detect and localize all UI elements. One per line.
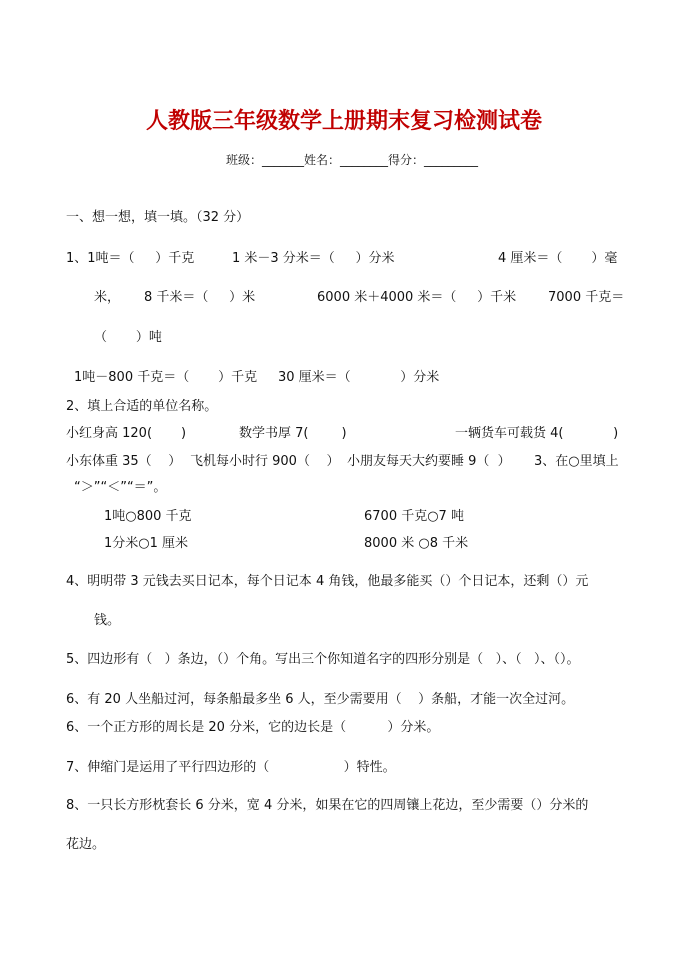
q1-item-4: 8 千米＝（ ）米 — [144, 290, 256, 305]
exam-title: 人教版三年级数学上册期末复习检测试卷 — [145, 108, 542, 134]
q5-line: 5、四边形有（ ）条边，（）个角。写出三个你知道名字的四形分别是（ ）、（ ）、（）。 — [66, 652, 580, 667]
q1-item-7: 1吨－800 千克＝（ ）千克 — [74, 370, 258, 385]
q1-item-6: 7000 千克＝ — [548, 290, 625, 305]
q3-heading: 3、在○里填上 — [534, 454, 619, 469]
q2-item-book: 数学书厚 7( ) — [239, 426, 347, 441]
q1-item-8: 30 厘米＝（ ）分米 — [278, 370, 440, 385]
q6-line-1: 6、有 20 人坐船过河，每条船最多坐 6 人，至少需要用（ ）条船，才能一次全过河。 — [66, 692, 575, 707]
q2-item-sleep: 小朋友每天大约要睡 9（ ） — [347, 454, 511, 469]
q2-item-height: 小红身高 120( ) — [66, 426, 187, 441]
q3-item-3: 1分米○1 厘米 — [104, 536, 189, 551]
student-info-line: 班级：_______姓名：________得分：_________ — [226, 153, 479, 167]
q2-item-truck: 一辆货车可载货 4( ) — [455, 426, 619, 441]
section-1-heading: 一、想一想，填一填。（32 分） — [66, 210, 250, 225]
q8-line-1: 8、一只长方形枕套长 6 分米，宽 4 分米，如果在它的四周镶上花边，至少需要（）分米的 — [66, 798, 589, 813]
q2-item-weight: 小东体重 35（ ） — [66, 454, 182, 469]
q3-heading-cont: “＞”“＜”“＝”。 — [74, 480, 167, 495]
q3-item-1: 1吨○800 千克 — [104, 509, 192, 524]
q1-item-3: 4 厘米＝（ ）毫 — [498, 251, 618, 266]
q3-item-2: 6700 千克○7 吨 — [364, 509, 464, 524]
q1-item-3-cont: 米， — [94, 290, 121, 305]
q6-line-2: 6、一个正方形的周长是 20 分米，它的边长是（ ）分米。 — [66, 720, 440, 735]
q1-item-1: 1、1吨＝（ ）千克 — [66, 251, 195, 266]
q7-line: 7、伸缩门是运用了平行四边形的（ ）特性。 — [66, 760, 396, 775]
q1-item-5: 6000 米＋4000 米＝（ ）千米 — [317, 290, 517, 305]
q4-line-1: 4、明明带 3 元钱去买日记本，每个日记本 4 角钱，他最多能买（）个日记本，还剩（）元 — [66, 574, 589, 589]
q1-item-2: 1 米－3 分米＝（ ）分米 — [232, 251, 395, 266]
q8-line-2: 花边。 — [66, 837, 106, 852]
q2-item-plane: 飞机每小时行 900（ ） — [190, 454, 340, 469]
q2-heading: 2、填上合适的单位名称。 — [66, 399, 218, 414]
q3-item-4: 8000 米 ○8 千米 — [364, 536, 469, 551]
q1-item-6-cont: （ ）吨 — [94, 330, 162, 345]
q4-line-2: 钱。 — [94, 613, 121, 628]
